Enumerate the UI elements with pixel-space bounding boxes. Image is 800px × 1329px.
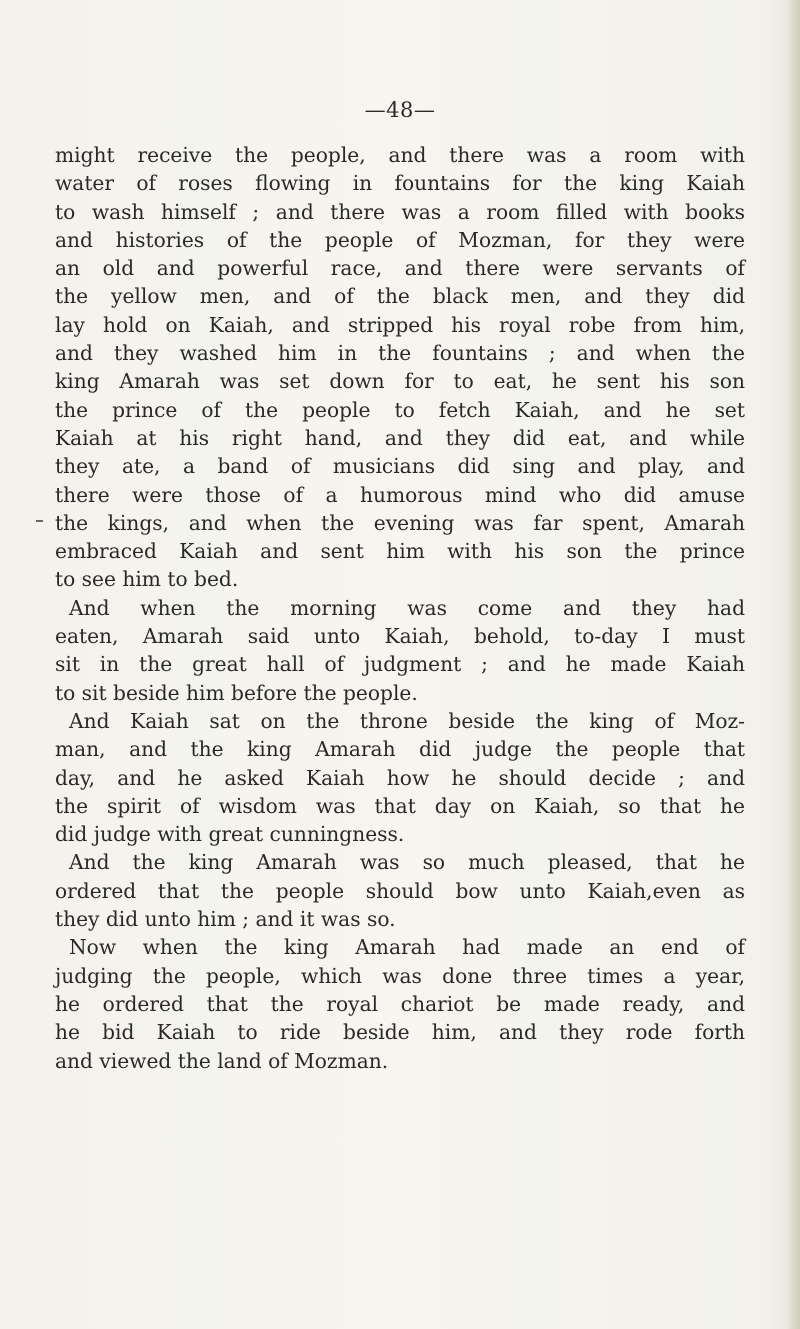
page-edge-shadow <box>786 0 800 1329</box>
text-line: and viewed the land of Mozman. <box>55 1048 389 1073</box>
text-line: he ordered that the royal chariot be made ready, and <box>55 991 745 1016</box>
text-line: embraced Kaiah and sent him with his son the prince <box>55 539 745 564</box>
text-line: they ate, a band of musicians did sing and play, and <box>55 454 745 479</box>
text-line: lay hold on Kaiah, and stripped his royal robe from him, <box>55 312 745 337</box>
text-line: ordered that the people should bow unto Kaiah,even as <box>55 878 745 903</box>
text-line: Now when the king Amarah had made an end of <box>69 935 745 960</box>
margin-mark <box>36 520 43 522</box>
text-line: the yellow men, and of the black men, and they did <box>55 284 745 309</box>
body-text <box>55 141 745 1075</box>
text-line: king Amarah was set down for to eat, he sent his son <box>55 369 745 394</box>
text-line: he bid Kaiah to ride beside him, and they rode forth <box>55 1020 745 1045</box>
text-line: and they washed him in the fountains ; and when the <box>55 341 745 366</box>
text-line: sit in the great hall of judgment ; and he made Kaiah <box>55 652 745 677</box>
text-line: to see him to bed. <box>55 567 239 592</box>
text-line: water of roses flowing in fountains for the king Kaiah <box>55 171 745 196</box>
text-line: eaten, Amarah said unto Kaiah, behold, to-day I must <box>55 624 745 649</box>
text-line: and histories of the people of Mozman, for they were <box>55 227 745 252</box>
text-line: judging the people, which was done three times a year, <box>55 963 745 988</box>
text-line: the spirit of wisdom was that day on Kaiah, so that he <box>55 793 745 818</box>
text-line: did judge with great cunningness. <box>55 822 405 847</box>
text-line: man, and the king Amarah did judge the people that <box>55 737 745 762</box>
text-line: Kaiah at his right hand, and they did eat, and while <box>55 425 745 450</box>
text-line: there were those of a humorous mind who did amuse <box>55 482 745 507</box>
page-number: —48— <box>364 98 436 122</box>
text-line: And when the morning was come and they had <box>69 595 745 620</box>
text-line: day, and he asked Kaiah how he should decide ; and <box>55 765 745 790</box>
text-line: an old and powerful race, and there were servants of <box>55 256 745 281</box>
text-line: might receive the people, and there was a room with <box>55 143 745 167</box>
text-line: to sit beside him before the people. <box>55 680 418 705</box>
text-line: to wash himself ; and there was a room filled with books <box>55 199 745 224</box>
text-line: the kings, and when the evening was far spent, Amarah <box>55 510 745 535</box>
text-line: the prince of the people to fetch Kaiah, and he set <box>55 397 745 422</box>
text-line: they did unto him ; and it was so. <box>55 907 396 932</box>
text-line: And the king Amarah was so much pleased, that he <box>69 850 745 875</box>
text-line: And Kaiah sat on the throne beside the king of Moz- <box>69 708 745 733</box>
